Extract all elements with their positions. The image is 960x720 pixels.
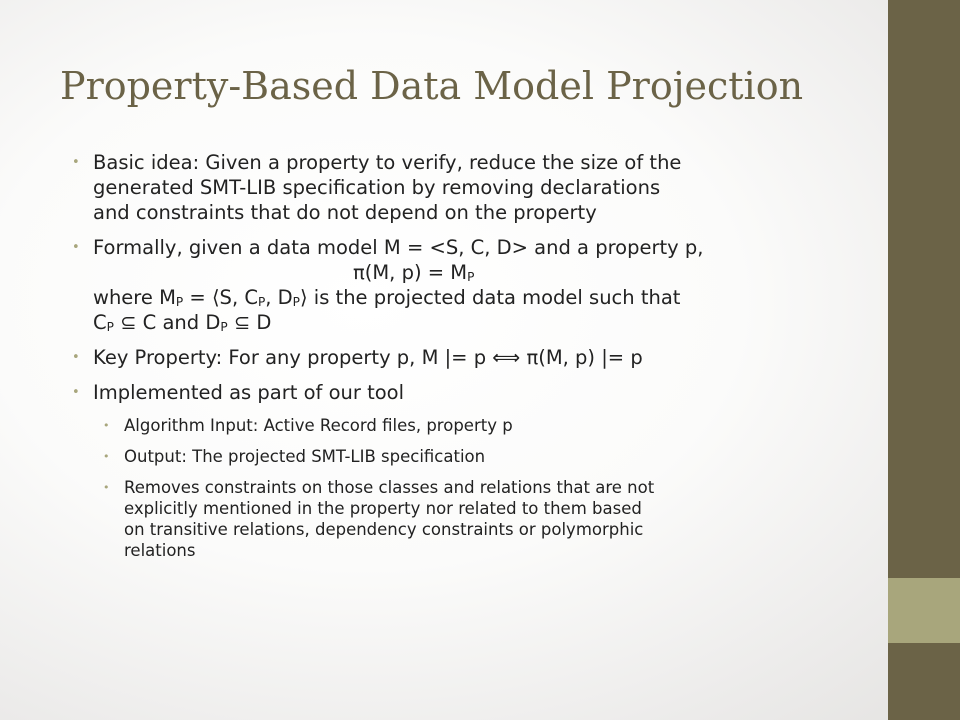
bullet-dot-icon: • bbox=[72, 155, 80, 170]
sidebar-band-top bbox=[888, 0, 960, 578]
subbullet-text-line: explicitly mentioned in the property nor related to them based bbox=[124, 499, 642, 518]
bullet-implementation bbox=[72, 380, 872, 405]
subbullet-removes-constraints bbox=[103, 477, 872, 561]
subbullet-output bbox=[103, 446, 872, 467]
bullet-dot-icon: • bbox=[103, 450, 110, 463]
projected-model-definition bbox=[93, 285, 872, 310]
slide-content bbox=[72, 150, 872, 571]
formula-subscript: P bbox=[467, 269, 475, 284]
iff-symbol: ⟺ bbox=[492, 346, 521, 369]
formula-text: , D bbox=[265, 286, 293, 309]
bullet-dot-icon: • bbox=[103, 481, 110, 494]
pi-symbol: π bbox=[526, 346, 539, 369]
bullet-formal-definition bbox=[72, 235, 872, 335]
formula-subscript: P bbox=[292, 294, 300, 309]
formula-text: ⟩ is the projected data model such that bbox=[299, 286, 681, 309]
formula-text: (M, p) = M bbox=[364, 261, 468, 284]
bullet-text-line: and constraints that do not depend on the property bbox=[93, 201, 597, 224]
formula-text: ⊆ D bbox=[227, 311, 272, 334]
bullet-text-line: Formally, given a data model M = <S, C, D> and a property p, bbox=[93, 236, 704, 259]
subbullet-text-line: on transitive relations, dependency constraints or polymorphic bbox=[124, 520, 644, 539]
slide-title: Property-Based Data Model Projection bbox=[60, 64, 804, 108]
formula-text: ⊆ C and D bbox=[113, 311, 221, 334]
formula-subscript: P bbox=[220, 319, 228, 334]
sidebar-band-bottom bbox=[888, 643, 960, 720]
bullet-dot-icon: • bbox=[72, 350, 80, 365]
formula-subscript: P bbox=[106, 319, 114, 334]
sidebar-band-accent bbox=[888, 578, 960, 643]
formula-text: = ⟨S, C bbox=[183, 286, 258, 309]
subset-condition bbox=[93, 310, 872, 335]
subbullet-text-line: Output: The projected SMT-LIB specification bbox=[124, 447, 486, 466]
pi-symbol: π bbox=[353, 261, 365, 284]
bullet-dot-icon: • bbox=[103, 419, 110, 432]
formula-text: where M bbox=[93, 286, 176, 309]
bullet-text-line: generated SMT-LIB specification by removing declarations bbox=[93, 176, 661, 199]
formula-subscript: P bbox=[257, 294, 266, 309]
formula-subscript: P bbox=[175, 294, 184, 309]
bullet-key-property bbox=[72, 345, 872, 370]
subbullet-text-line: Algorithm Input: Active Record files, property p bbox=[124, 416, 513, 435]
bullet-dot-icon: • bbox=[72, 240, 80, 255]
formula-text: C bbox=[93, 311, 107, 334]
subbullet-text-line: relations bbox=[124, 541, 196, 560]
subbullet-algorithm-input bbox=[103, 415, 872, 436]
subbullet-text-line: Removes constraints on those classes and relations that are not bbox=[124, 478, 655, 497]
formula-text: Key Property: For any property p, M |= p bbox=[93, 346, 493, 369]
bullet-basic-idea bbox=[72, 150, 872, 225]
bullet-dot-icon: • bbox=[72, 385, 80, 400]
key-property-statement bbox=[93, 345, 872, 370]
projection-formula bbox=[93, 260, 872, 285]
bullet-text-line: Implemented as part of our tool bbox=[93, 381, 405, 404]
formula-text: (M, p) |= p bbox=[538, 346, 643, 369]
bullet-text-line: Basic idea: Given a property to verify, reduce the size of the bbox=[93, 151, 682, 174]
